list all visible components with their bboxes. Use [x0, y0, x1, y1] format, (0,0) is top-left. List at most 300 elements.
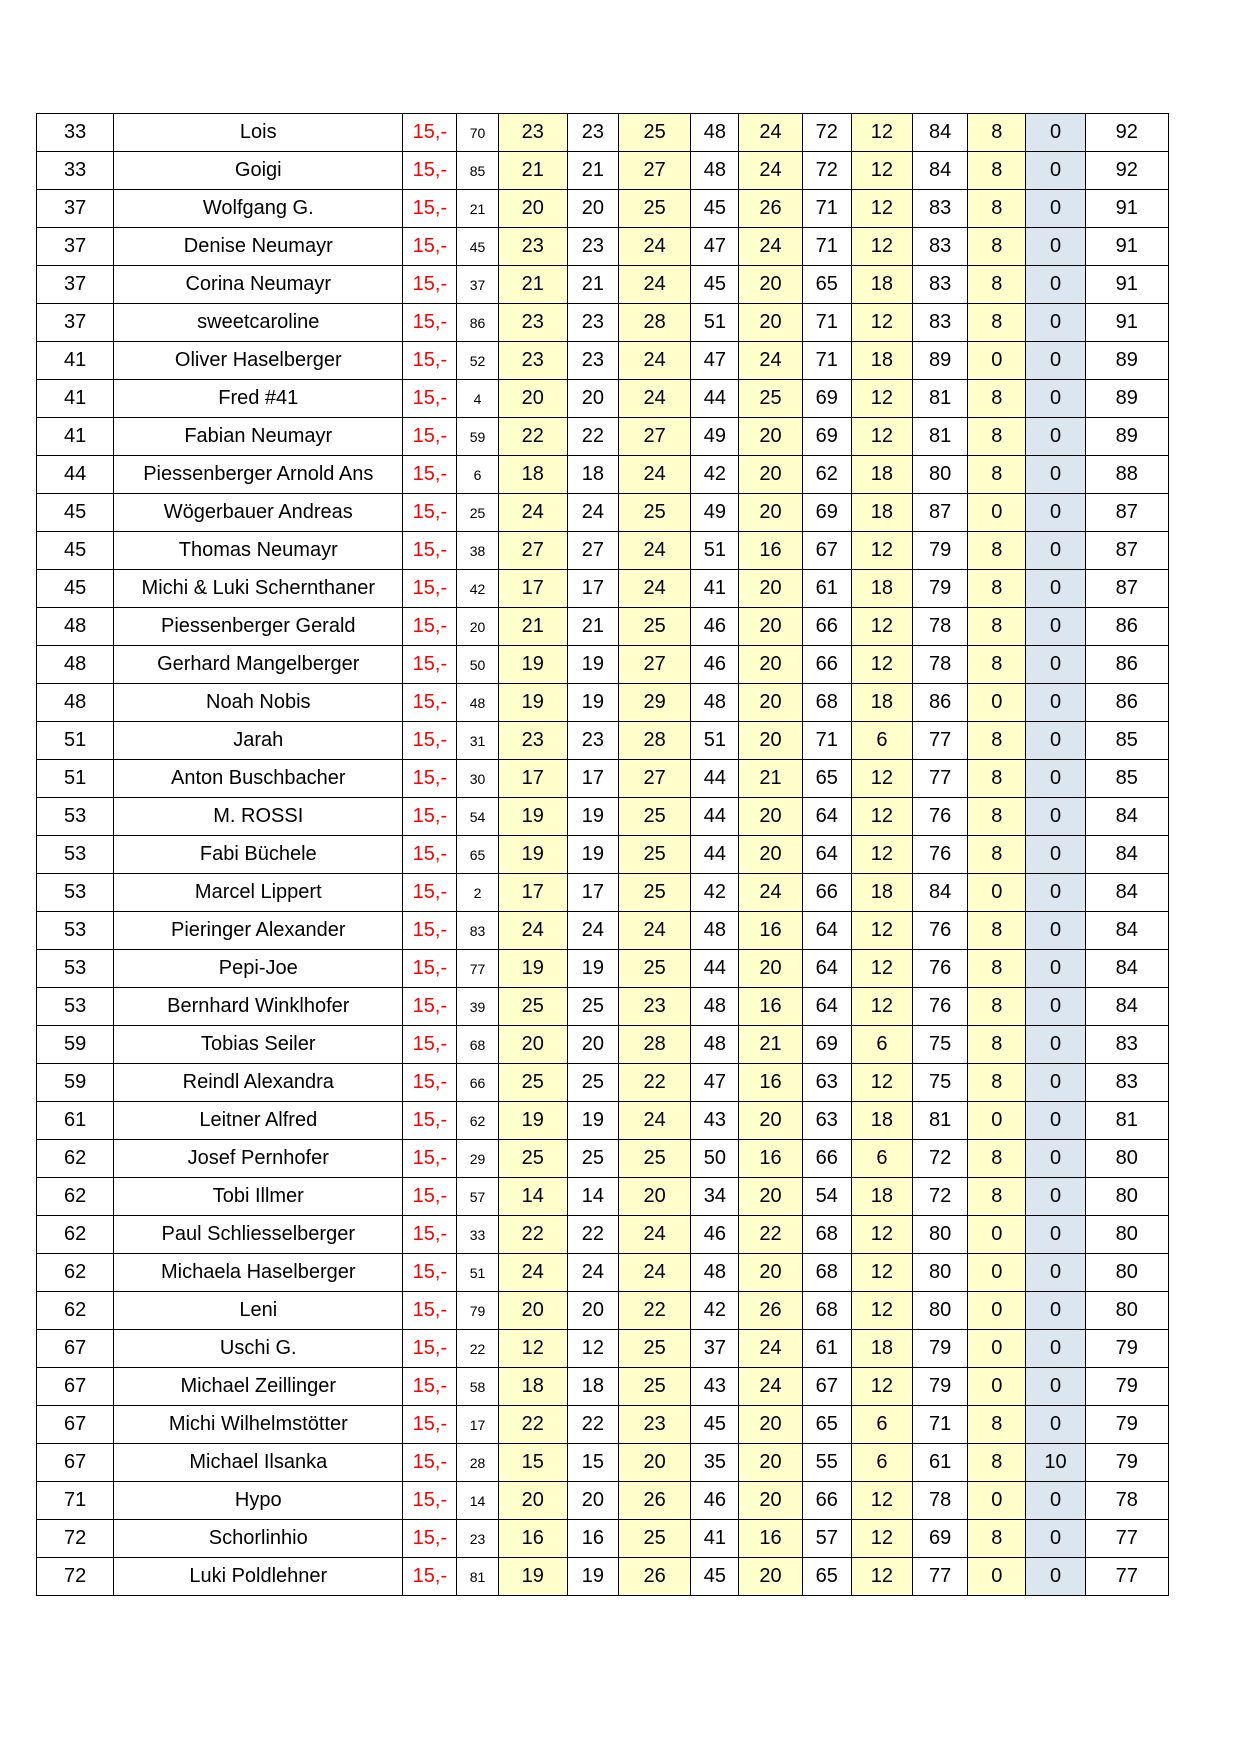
total-cell: 83: [1085, 1064, 1168, 1102]
score-cell-7: 6: [851, 1406, 912, 1444]
score-cell-4: 41: [691, 570, 739, 608]
player-name-cell: Michi & Luki Schernthaner: [114, 570, 403, 608]
player-name-cell: Gerhard Mangelberger: [114, 646, 403, 684]
score-cell-10: 0: [1026, 570, 1085, 608]
table-row: [37, 456, 1169, 494]
table-row: [37, 646, 1169, 684]
score-cell-6: 65: [802, 760, 851, 798]
score-cell-3: 27: [619, 760, 691, 798]
score-cell-4: 51: [691, 304, 739, 342]
total-cell: 84: [1085, 912, 1168, 950]
entry-number-cell: 77: [457, 950, 498, 988]
entry-number-cell: 6: [457, 456, 498, 494]
score-cell-9: 8: [968, 1520, 1026, 1558]
score-cell-5: 20: [739, 494, 802, 532]
rank-cell: 53: [37, 874, 114, 912]
score-cell-7: 12: [851, 228, 912, 266]
score-cell-9: 8: [968, 1178, 1026, 1216]
score-cell-3: 29: [619, 684, 691, 722]
score-cell-8: 77: [913, 722, 968, 760]
score-cell-8: 80: [913, 1254, 968, 1292]
score-cell-4: 47: [691, 228, 739, 266]
score-cell-3: 24: [619, 342, 691, 380]
score-cell-9: 8: [968, 1064, 1026, 1102]
score-cell-1: 21: [498, 266, 567, 304]
rank-cell: 53: [37, 950, 114, 988]
score-cell-10: 0: [1026, 646, 1085, 684]
score-cell-5: 24: [739, 228, 802, 266]
score-cell-5: 16: [739, 532, 802, 570]
player-name-cell: Fabian Neumayr: [114, 418, 403, 456]
score-cell-9: 8: [968, 1140, 1026, 1178]
score-cell-8: 83: [913, 266, 968, 304]
player-name-cell: Reindl Alexandra: [114, 1064, 403, 1102]
table-row: [37, 1026, 1169, 1064]
fee-cell: 15,-: [403, 114, 457, 152]
table-row: [37, 418, 1169, 456]
score-cell-6: 65: [802, 1406, 851, 1444]
fee-cell: 15,-: [403, 1520, 457, 1558]
entry-number-cell: 45: [457, 228, 498, 266]
table-row: [37, 1330, 1169, 1368]
score-cell-9: 8: [968, 532, 1026, 570]
entry-number-cell: 14: [457, 1482, 498, 1520]
score-cell-7: 18: [851, 1178, 912, 1216]
score-cell-1: 25: [498, 988, 567, 1026]
rank-cell: 48: [37, 684, 114, 722]
rank-cell: 48: [37, 646, 114, 684]
table-row: [37, 950, 1169, 988]
rank-cell: 45: [37, 494, 114, 532]
player-name-cell: Piessenberger Gerald: [114, 608, 403, 646]
score-cell-10: 0: [1026, 266, 1085, 304]
score-cell-10: 0: [1026, 342, 1085, 380]
score-cell-7: 12: [851, 1216, 912, 1254]
total-cell: 84: [1085, 798, 1168, 836]
total-cell: 79: [1085, 1444, 1168, 1482]
score-cell-2: 25: [567, 1064, 618, 1102]
total-cell: 80: [1085, 1292, 1168, 1330]
score-cell-8: 80: [913, 456, 968, 494]
entry-number-cell: 22: [457, 1330, 498, 1368]
score-cell-7: 12: [851, 152, 912, 190]
score-cell-10: 0: [1026, 152, 1085, 190]
score-cell-3: 22: [619, 1292, 691, 1330]
score-cell-4: 48: [691, 684, 739, 722]
score-cell-10: 0: [1026, 836, 1085, 874]
rank-cell: 62: [37, 1254, 114, 1292]
player-name-cell: Lois: [114, 114, 403, 152]
score-cell-3: 24: [619, 1216, 691, 1254]
score-cell-8: 81: [913, 418, 968, 456]
fee-cell: 15,-: [403, 1064, 457, 1102]
rank-cell: 51: [37, 760, 114, 798]
entry-number-cell: 70: [457, 114, 498, 152]
score-cell-1: 25: [498, 1064, 567, 1102]
score-cell-7: 12: [851, 532, 912, 570]
score-cell-3: 23: [619, 1406, 691, 1444]
score-cell-3: 28: [619, 304, 691, 342]
score-cell-4: 46: [691, 608, 739, 646]
player-name-cell: Tobias Seiler: [114, 1026, 403, 1064]
score-cell-1: 23: [498, 228, 567, 266]
results-table: [36, 113, 1169, 1596]
entry-number-cell: 59: [457, 418, 498, 456]
score-cell-7: 6: [851, 1026, 912, 1064]
score-cell-5: 16: [739, 1064, 802, 1102]
table-row: [37, 1102, 1169, 1140]
score-cell-10: 0: [1026, 1520, 1085, 1558]
score-cell-5: 20: [739, 1406, 802, 1444]
player-name-cell: M. ROSSI: [114, 798, 403, 836]
table-row: [37, 988, 1169, 1026]
score-cell-6: 68: [802, 1254, 851, 1292]
score-cell-9: 0: [968, 1558, 1026, 1596]
score-cell-4: 48: [691, 988, 739, 1026]
total-cell: 91: [1085, 228, 1168, 266]
score-cell-4: 48: [691, 114, 739, 152]
total-cell: 88: [1085, 456, 1168, 494]
score-cell-8: 69: [913, 1520, 968, 1558]
score-cell-8: 78: [913, 608, 968, 646]
score-cell-8: 76: [913, 950, 968, 988]
score-cell-10: 0: [1026, 1558, 1085, 1596]
score-cell-5: 20: [739, 1444, 802, 1482]
score-cell-5: 20: [739, 304, 802, 342]
score-cell-1: 24: [498, 494, 567, 532]
entry-number-cell: 29: [457, 1140, 498, 1178]
table-row: [37, 114, 1169, 152]
score-cell-5: 21: [739, 1026, 802, 1064]
score-cell-4: 44: [691, 760, 739, 798]
fee-cell: 15,-: [403, 570, 457, 608]
score-cell-4: 48: [691, 152, 739, 190]
entry-number-cell: 42: [457, 570, 498, 608]
score-cell-6: 54: [802, 1178, 851, 1216]
score-cell-9: 8: [968, 152, 1026, 190]
score-cell-9: 0: [968, 1330, 1026, 1368]
player-name-cell: Josef Pernhofer: [114, 1140, 403, 1178]
score-cell-2: 25: [567, 1140, 618, 1178]
rank-cell: 62: [37, 1292, 114, 1330]
fee-cell: 15,-: [403, 456, 457, 494]
score-cell-1: 19: [498, 1102, 567, 1140]
fee-cell: 15,-: [403, 152, 457, 190]
score-cell-1: 22: [498, 1406, 567, 1444]
score-cell-10: 0: [1026, 456, 1085, 494]
fee-cell: 15,-: [403, 532, 457, 570]
score-cell-5: 26: [739, 190, 802, 228]
fee-cell: 15,-: [403, 836, 457, 874]
score-cell-5: 16: [739, 988, 802, 1026]
fee-cell: 15,-: [403, 1444, 457, 1482]
total-cell: 84: [1085, 874, 1168, 912]
score-cell-9: 0: [968, 1102, 1026, 1140]
fee-cell: 15,-: [403, 190, 457, 228]
score-cell-1: 23: [498, 304, 567, 342]
score-cell-3: 24: [619, 228, 691, 266]
player-name-cell: Jarah: [114, 722, 403, 760]
score-cell-4: 51: [691, 532, 739, 570]
score-cell-7: 18: [851, 684, 912, 722]
score-cell-1: 17: [498, 570, 567, 608]
score-cell-2: 17: [567, 760, 618, 798]
player-name-cell: Leitner Alfred: [114, 1102, 403, 1140]
score-cell-7: 18: [851, 1102, 912, 1140]
score-cell-7: 12: [851, 114, 912, 152]
score-cell-8: 79: [913, 532, 968, 570]
score-cell-1: 18: [498, 1368, 567, 1406]
fee-cell: 15,-: [403, 1292, 457, 1330]
fee-cell: 15,-: [403, 1140, 457, 1178]
score-cell-9: 0: [968, 1216, 1026, 1254]
score-cell-2: 21: [567, 266, 618, 304]
fee-cell: 15,-: [403, 684, 457, 722]
rank-cell: 45: [37, 532, 114, 570]
score-cell-4: 48: [691, 1254, 739, 1292]
fee-cell: 15,-: [403, 228, 457, 266]
score-cell-9: 8: [968, 190, 1026, 228]
score-cell-3: 26: [619, 1482, 691, 1520]
table-row: [37, 532, 1169, 570]
score-cell-4: 50: [691, 1140, 739, 1178]
table-row: [37, 874, 1169, 912]
score-cell-2: 21: [567, 608, 618, 646]
score-cell-1: 23: [498, 114, 567, 152]
score-cell-10: 0: [1026, 874, 1085, 912]
score-cell-1: 15: [498, 1444, 567, 1482]
table-row: [37, 684, 1169, 722]
score-cell-2: 24: [567, 912, 618, 950]
entry-number-cell: 17: [457, 1406, 498, 1444]
score-cell-8: 75: [913, 1064, 968, 1102]
score-cell-3: 24: [619, 570, 691, 608]
score-cell-6: 64: [802, 950, 851, 988]
score-cell-9: 0: [968, 1482, 1026, 1520]
score-cell-9: 8: [968, 646, 1026, 684]
score-cell-8: 84: [913, 114, 968, 152]
score-cell-3: 23: [619, 988, 691, 1026]
total-cell: 85: [1085, 722, 1168, 760]
score-cell-8: 81: [913, 1102, 968, 1140]
score-cell-3: 20: [619, 1178, 691, 1216]
table-row: [37, 1558, 1169, 1596]
score-cell-4: 46: [691, 1216, 739, 1254]
score-cell-7: 12: [851, 836, 912, 874]
score-cell-2: 16: [567, 1520, 618, 1558]
score-cell-6: 61: [802, 1330, 851, 1368]
score-cell-4: 34: [691, 1178, 739, 1216]
score-cell-3: 24: [619, 456, 691, 494]
score-cell-3: 25: [619, 950, 691, 988]
score-cell-3: 25: [619, 1368, 691, 1406]
score-cell-1: 20: [498, 1026, 567, 1064]
score-cell-4: 48: [691, 1026, 739, 1064]
rank-cell: 37: [37, 228, 114, 266]
score-cell-9: 8: [968, 1406, 1026, 1444]
score-cell-1: 24: [498, 912, 567, 950]
rank-cell: 71: [37, 1482, 114, 1520]
score-cell-7: 6: [851, 1140, 912, 1178]
score-cell-1: 20: [498, 1482, 567, 1520]
entry-number-cell: 86: [457, 304, 498, 342]
total-cell: 81: [1085, 1102, 1168, 1140]
fee-cell: 15,-: [403, 1254, 457, 1292]
score-cell-7: 12: [851, 950, 912, 988]
score-cell-7: 12: [851, 1558, 912, 1596]
score-cell-1: 20: [498, 1292, 567, 1330]
table-row: [37, 1178, 1169, 1216]
score-cell-10: 0: [1026, 380, 1085, 418]
score-cell-7: 12: [851, 380, 912, 418]
rank-cell: 53: [37, 988, 114, 1026]
total-cell: 77: [1085, 1558, 1168, 1596]
table-row: [37, 1482, 1169, 1520]
table-row: [37, 1216, 1169, 1254]
score-cell-5: 16: [739, 1520, 802, 1558]
player-name-cell: sweetcaroline: [114, 304, 403, 342]
score-cell-1: 20: [498, 380, 567, 418]
score-cell-10: 0: [1026, 494, 1085, 532]
total-cell: 91: [1085, 190, 1168, 228]
score-cell-6: 63: [802, 1102, 851, 1140]
player-name-cell: Fred #41: [114, 380, 403, 418]
rank-cell: 59: [37, 1064, 114, 1102]
score-cell-2: 19: [567, 684, 618, 722]
score-cell-8: 78: [913, 646, 968, 684]
player-name-cell: Denise Neumayr: [114, 228, 403, 266]
score-cell-3: 24: [619, 380, 691, 418]
total-cell: 83: [1085, 1026, 1168, 1064]
score-cell-7: 18: [851, 342, 912, 380]
score-cell-4: 44: [691, 380, 739, 418]
score-cell-5: 24: [739, 1330, 802, 1368]
results-body: [37, 114, 1169, 1596]
score-cell-5: 21: [739, 760, 802, 798]
score-cell-9: 0: [968, 342, 1026, 380]
score-cell-4: 44: [691, 798, 739, 836]
table-row: [37, 152, 1169, 190]
rank-cell: 33: [37, 152, 114, 190]
score-cell-6: 63: [802, 1064, 851, 1102]
score-cell-9: 8: [968, 266, 1026, 304]
score-cell-1: 21: [498, 608, 567, 646]
entry-number-cell: 50: [457, 646, 498, 684]
score-cell-6: 64: [802, 836, 851, 874]
total-cell: 89: [1085, 342, 1168, 380]
score-cell-9: 8: [968, 1026, 1026, 1064]
score-cell-9: 0: [968, 494, 1026, 532]
entry-number-cell: 37: [457, 266, 498, 304]
score-cell-6: 65: [802, 266, 851, 304]
score-cell-6: 64: [802, 912, 851, 950]
score-cell-9: 8: [968, 836, 1026, 874]
score-cell-9: 8: [968, 988, 1026, 1026]
score-cell-6: 66: [802, 1140, 851, 1178]
score-cell-8: 75: [913, 1026, 968, 1064]
score-cell-1: 27: [498, 532, 567, 570]
score-cell-10: 0: [1026, 1254, 1085, 1292]
entry-number-cell: 4: [457, 380, 498, 418]
score-cell-4: 49: [691, 418, 739, 456]
score-cell-5: 16: [739, 912, 802, 950]
score-cell-10: 0: [1026, 532, 1085, 570]
score-cell-7: 12: [851, 1292, 912, 1330]
rank-cell: 41: [37, 342, 114, 380]
score-cell-10: 0: [1026, 1178, 1085, 1216]
fee-cell: 15,-: [403, 874, 457, 912]
total-cell: 79: [1085, 1406, 1168, 1444]
score-cell-8: 80: [913, 1216, 968, 1254]
score-cell-6: 66: [802, 1482, 851, 1520]
rank-cell: 61: [37, 1102, 114, 1140]
table-row: [37, 1254, 1169, 1292]
score-cell-3: 25: [619, 836, 691, 874]
score-cell-4: 45: [691, 190, 739, 228]
score-cell-8: 79: [913, 1330, 968, 1368]
table-row: [37, 1406, 1169, 1444]
score-cell-9: 0: [968, 1292, 1026, 1330]
score-cell-2: 24: [567, 1254, 618, 1292]
score-cell-10: 0: [1026, 1406, 1085, 1444]
score-cell-9: 8: [968, 1444, 1026, 1482]
score-cell-3: 28: [619, 1026, 691, 1064]
score-cell-1: 20: [498, 190, 567, 228]
score-cell-2: 23: [567, 722, 618, 760]
score-cell-1: 19: [498, 646, 567, 684]
score-cell-5: 20: [739, 1558, 802, 1596]
score-cell-5: 20: [739, 1482, 802, 1520]
total-cell: 91: [1085, 304, 1168, 342]
rank-cell: 45: [37, 570, 114, 608]
score-cell-8: 83: [913, 304, 968, 342]
score-cell-3: 27: [619, 418, 691, 456]
score-cell-5: 24: [739, 1368, 802, 1406]
table-row: [37, 342, 1169, 380]
score-cell-4: 42: [691, 874, 739, 912]
score-cell-2: 25: [567, 988, 618, 1026]
fee-cell: 15,-: [403, 380, 457, 418]
score-cell-2: 23: [567, 114, 618, 152]
score-cell-1: 19: [498, 836, 567, 874]
table-row: [37, 304, 1169, 342]
score-cell-9: 8: [968, 228, 1026, 266]
fee-cell: 15,-: [403, 646, 457, 684]
entry-number-cell: 20: [457, 608, 498, 646]
total-cell: 86: [1085, 684, 1168, 722]
score-cell-6: 55: [802, 1444, 851, 1482]
score-cell-8: 87: [913, 494, 968, 532]
entry-number-cell: 54: [457, 798, 498, 836]
score-cell-2: 22: [567, 1406, 618, 1444]
table-row: [37, 912, 1169, 950]
player-name-cell: Corina Neumayr: [114, 266, 403, 304]
score-cell-3: 25: [619, 1140, 691, 1178]
score-cell-4: 45: [691, 1406, 739, 1444]
score-cell-7: 12: [851, 760, 912, 798]
total-cell: 87: [1085, 532, 1168, 570]
score-cell-10: 0: [1026, 418, 1085, 456]
score-cell-9: 0: [968, 1368, 1026, 1406]
score-cell-10: 0: [1026, 1140, 1085, 1178]
score-cell-2: 23: [567, 342, 618, 380]
fee-cell: 15,-: [403, 1102, 457, 1140]
score-cell-6: 66: [802, 874, 851, 912]
table-row: [37, 1292, 1169, 1330]
score-cell-4: 43: [691, 1368, 739, 1406]
score-cell-6: 61: [802, 570, 851, 608]
score-cell-3: 26: [619, 1558, 691, 1596]
